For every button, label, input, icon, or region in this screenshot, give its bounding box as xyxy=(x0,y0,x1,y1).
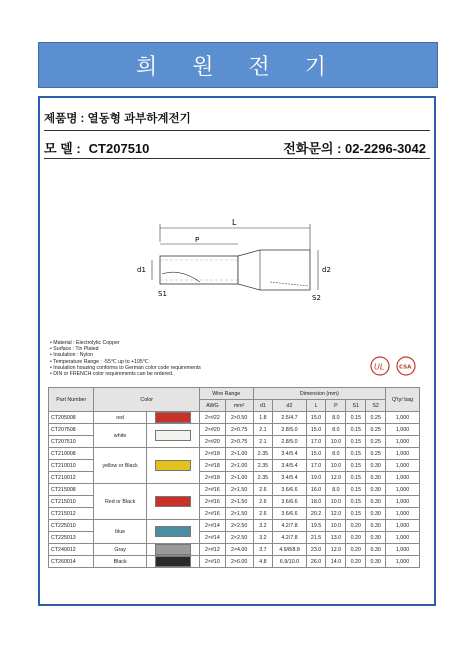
table-cell: 1,000 xyxy=(386,448,420,460)
table-cell: 12.0 xyxy=(326,508,346,520)
part-number: CT215010 xyxy=(49,496,94,508)
terminal-image xyxy=(155,496,191,507)
part-number: CT210010 xyxy=(49,460,94,472)
table-cell: 0.20 xyxy=(346,532,366,544)
th-part: Part Number xyxy=(49,388,94,412)
dim-d1: d1 xyxy=(137,266,146,274)
table-cell: 8.0 xyxy=(326,484,346,496)
table-row xyxy=(49,544,420,556)
table-cell: 2×1.00 xyxy=(225,472,253,484)
table-cell: 2×6.00 xyxy=(225,556,253,568)
product-name: 제품명 : 열동형 과부하계전기 xyxy=(44,113,191,125)
table-cell: 16.0 xyxy=(306,484,326,496)
csa-logo xyxy=(397,357,415,375)
table-cell: 12.0 xyxy=(326,544,346,556)
th-dim: Dimension (mm) xyxy=(253,388,386,400)
color-swatch xyxy=(146,448,199,484)
table-cell: 2×#18 xyxy=(199,460,225,472)
table-cell: 21.5 xyxy=(306,532,326,544)
table-cell: 2×#20 xyxy=(199,424,225,436)
table-cell: 0.25 xyxy=(366,424,386,436)
table-cell: 1,000 xyxy=(386,424,420,436)
table-cell: 0.15 xyxy=(346,460,366,472)
table-cell: 0.15 xyxy=(346,472,366,484)
table-cell: 2×#10 xyxy=(199,556,225,568)
terminal-image xyxy=(155,412,191,423)
table-cell: 2×1.00 xyxy=(225,460,253,472)
color-swatch xyxy=(146,556,199,568)
table-cell: 1,000 xyxy=(386,436,420,448)
table-cell: 0.20 xyxy=(346,556,366,568)
table-cell: 3.4/5.4 xyxy=(273,448,306,460)
table-cell: 17.0 xyxy=(306,436,326,448)
dim-S1: S1 xyxy=(158,290,167,298)
table-cell: 0.15 xyxy=(346,424,366,436)
note-line: • Temperature Range : -55℃ up to +105℃ xyxy=(50,358,149,365)
table-cell: 4.9/8/8.8 xyxy=(273,544,306,556)
part-number: CT225010 xyxy=(49,520,94,532)
table-cell: 1,000 xyxy=(386,532,420,544)
model-line xyxy=(44,138,149,157)
color-name: yellow or Black xyxy=(94,448,146,484)
note-line: • Material : Electrolytic Copper xyxy=(50,340,120,346)
table-cell: 0.30 xyxy=(366,460,386,472)
contact-value: 02-2296-3042 xyxy=(345,141,426,156)
model-label: 모 델 : xyxy=(44,141,81,156)
note-line: • Insulation housing conforms to German color code requirements xyxy=(50,364,201,371)
part-number: CT260014 xyxy=(49,556,94,568)
table-cell: 20.2 xyxy=(306,508,326,520)
table-cell: 17.0 xyxy=(306,460,326,472)
table-cell: 0.30 xyxy=(366,532,386,544)
page-title: 희 원 전 기 xyxy=(136,54,340,80)
table-cell: 0.30 xyxy=(366,520,386,532)
table-cell: 2.35 xyxy=(253,448,273,460)
terminal-image xyxy=(155,460,191,471)
table-cell: 1,000 xyxy=(386,544,420,556)
table-row xyxy=(49,412,420,424)
part-number: CT215008 xyxy=(49,484,94,496)
table-cell: 2×4.00 xyxy=(225,544,253,556)
table-cell: 0.15 xyxy=(346,436,366,448)
table-cell: 2.6 xyxy=(253,508,273,520)
table-cell: 2×2.50 xyxy=(225,532,253,544)
th-qty: Q'ty/ bag xyxy=(386,388,420,412)
note-line: • DIN or FRENCH color requirements can be ordered. xyxy=(50,371,174,378)
th-wire: Wire Range xyxy=(199,388,253,400)
table-cell: 2×1.00 xyxy=(225,448,253,460)
ul-logo xyxy=(371,357,389,375)
table-cell: 3.2 xyxy=(253,532,273,544)
table-cell: 13.0 xyxy=(326,532,346,544)
table-cell: 2.35 xyxy=(253,460,273,472)
terminal-drawing xyxy=(137,210,340,310)
table-cell: 2.8/5.0 xyxy=(273,436,306,448)
table-cell: 10.0 xyxy=(326,436,346,448)
table-cell: 23.0 xyxy=(306,544,326,556)
table-cell: 4.2/7.8 xyxy=(273,520,306,532)
table-cell: 0.25 xyxy=(366,412,386,424)
table-cell: 2.5/4.7 xyxy=(273,412,306,424)
color-swatch xyxy=(146,544,199,556)
model-value: CT207510 xyxy=(88,141,150,156)
spec-table xyxy=(48,387,420,568)
table-cell: 3.4/5.4 xyxy=(273,460,306,472)
table-cell: 2.1 xyxy=(253,424,273,436)
table-cell: 18.0 xyxy=(306,496,326,508)
contact-label: 전화문의 : xyxy=(283,141,342,156)
color-name: blue xyxy=(94,520,146,544)
table-cell: 2×#20 xyxy=(199,436,225,448)
table-cell: 19.0 xyxy=(306,472,326,484)
table-row xyxy=(49,556,420,568)
table-cell: 1,000 xyxy=(386,412,420,424)
table-cell: 0.30 xyxy=(366,484,386,496)
table-cell: 0.15 xyxy=(346,484,366,496)
terminal-image xyxy=(155,526,191,537)
table-cell: 8.0 xyxy=(326,448,346,460)
table-cell: 3.6/6.6 xyxy=(273,496,306,508)
table-cell: 10.0 xyxy=(326,520,346,532)
table-cell: 2×#14 xyxy=(199,520,225,532)
part-number: CT210008 xyxy=(49,448,94,460)
th-P: P xyxy=(326,400,346,412)
part-number: CT210012 xyxy=(49,472,94,484)
svg-text:CSA: CSA xyxy=(399,364,412,371)
table-cell: 0.15 xyxy=(346,496,366,508)
table-cell: 2×#16 xyxy=(199,496,225,508)
table-cell: 6.9/10.0 xyxy=(273,556,306,568)
table-cell: 3.6/6.6 xyxy=(273,484,306,496)
table-cell: 0.30 xyxy=(366,472,386,484)
table-cell: 2.6 xyxy=(253,484,273,496)
table-cell: 2×#16 xyxy=(199,508,225,520)
note-line: • Surface : Tin Plated xyxy=(50,346,99,353)
table-cell: 0.15 xyxy=(346,448,366,460)
dim-P: P xyxy=(195,236,200,244)
table-cell: 2×0.75 xyxy=(225,424,253,436)
table-cell: 1,000 xyxy=(386,496,420,508)
color-swatch xyxy=(146,484,199,520)
table-cell: 0.30 xyxy=(366,544,386,556)
color-name: Gray xyxy=(94,544,146,556)
dim-d2: d2 xyxy=(322,266,331,274)
table-cell: 0.20 xyxy=(346,520,366,532)
table-cell: 2.1 xyxy=(253,436,273,448)
part-number: CT225013 xyxy=(49,532,94,544)
certification-logos xyxy=(370,355,420,377)
table-cell: 3.4/5.4 xyxy=(273,472,306,484)
part-number: CT207510 xyxy=(49,436,94,448)
color-name: red xyxy=(94,412,146,424)
table-cell: 1,000 xyxy=(386,484,420,496)
table-cell: 8.0 xyxy=(326,412,346,424)
divider xyxy=(44,158,430,159)
table-cell: 14.0 xyxy=(326,556,346,568)
terminal-image xyxy=(155,430,191,441)
table-cell: 0.25 xyxy=(366,448,386,460)
table-cell: 2×#22 xyxy=(199,412,225,424)
table-cell: 2×#18 xyxy=(199,448,225,460)
table-cell: 4.2/7.8 xyxy=(273,532,306,544)
divider xyxy=(44,130,430,131)
table-cell: 1,000 xyxy=(386,556,420,568)
table-cell: 3.6/6.6 xyxy=(273,508,306,520)
th-mm2: mm² xyxy=(225,400,253,412)
table-row xyxy=(49,424,420,436)
table-cell: 0.25 xyxy=(366,436,386,448)
contact-line xyxy=(283,138,426,157)
table-cell: 2.6 xyxy=(253,496,273,508)
th-d2: d2 xyxy=(273,400,306,412)
table-cell: 2.35 xyxy=(253,472,273,484)
table-cell: 19.5 xyxy=(306,520,326,532)
table-cell: 12.0 xyxy=(326,472,346,484)
table-row xyxy=(49,448,420,460)
terminal-image xyxy=(155,556,191,567)
table-cell: 2×1.50 xyxy=(225,496,253,508)
th-S2: S2 xyxy=(366,400,386,412)
part-number: CT207508 xyxy=(49,424,94,436)
th-color: Color xyxy=(94,388,200,412)
table-cell: 2×1.50 xyxy=(225,508,253,520)
table-cell: 15.0 xyxy=(306,448,326,460)
table-cell: 10.0 xyxy=(326,496,346,508)
svg-text:UL: UL xyxy=(374,362,385,372)
table-cell: 0.20 xyxy=(346,544,366,556)
color-swatch xyxy=(146,520,199,544)
table-cell: 15.0 xyxy=(306,412,326,424)
table-cell: 1,000 xyxy=(386,520,420,532)
table-cell: 15.0 xyxy=(306,424,326,436)
part-number: CT215012 xyxy=(49,508,94,520)
table-cell: 2×#12 xyxy=(199,544,225,556)
table-row xyxy=(49,484,420,496)
table-cell: 26.0 xyxy=(306,556,326,568)
color-name: Black xyxy=(94,556,146,568)
spec-table-body xyxy=(49,412,420,568)
dim-S2: S2 xyxy=(312,294,321,302)
dim-L: L xyxy=(232,218,237,227)
th-S1: S1 xyxy=(346,400,366,412)
page-title-banner xyxy=(38,42,438,88)
table-cell: 4.8 xyxy=(253,556,273,568)
table-cell: 2.8/5.0 xyxy=(273,424,306,436)
table-cell: 2×#14 xyxy=(199,532,225,544)
color-name: Red or Black xyxy=(94,484,146,520)
table-cell: 0.15 xyxy=(346,508,366,520)
part-number: CT240012 xyxy=(49,544,94,556)
table-cell: 2×0.50 xyxy=(225,412,253,424)
table-cell: 2×#16 xyxy=(199,484,225,496)
table-cell: 1,000 xyxy=(386,508,420,520)
table-cell: 2×#18 xyxy=(199,472,225,484)
table-row xyxy=(49,520,420,532)
table-cell: 1.8 xyxy=(253,412,273,424)
th-d1: d1 xyxy=(253,400,273,412)
table-cell: 10.0 xyxy=(326,460,346,472)
table-cell: 0.15 xyxy=(346,412,366,424)
table-cell: 1,000 xyxy=(386,460,420,472)
table-cell: 2×1.50 xyxy=(225,484,253,496)
table-cell: 0.30 xyxy=(366,508,386,520)
color-name: white xyxy=(94,424,146,448)
color-swatch xyxy=(146,424,199,448)
table-cell: 3.7 xyxy=(253,544,273,556)
table-cell: 0.30 xyxy=(366,556,386,568)
table-cell: 8.0 xyxy=(326,424,346,436)
part-number: CT205008 xyxy=(49,412,94,424)
spec-notes xyxy=(50,340,201,377)
note-line: • Insulation : Nylon xyxy=(50,352,94,359)
table-cell: 2×2.50 xyxy=(225,520,253,532)
table-cell: 1,000 xyxy=(386,472,420,484)
table-cell: 2×0.75 xyxy=(225,436,253,448)
color-swatch xyxy=(146,412,199,424)
terminal-image xyxy=(155,544,191,555)
table-cell: 0.30 xyxy=(366,496,386,508)
th-L: L xyxy=(306,400,326,412)
th-awg: AWG xyxy=(199,400,225,412)
table-cell: 3.2 xyxy=(253,520,273,532)
